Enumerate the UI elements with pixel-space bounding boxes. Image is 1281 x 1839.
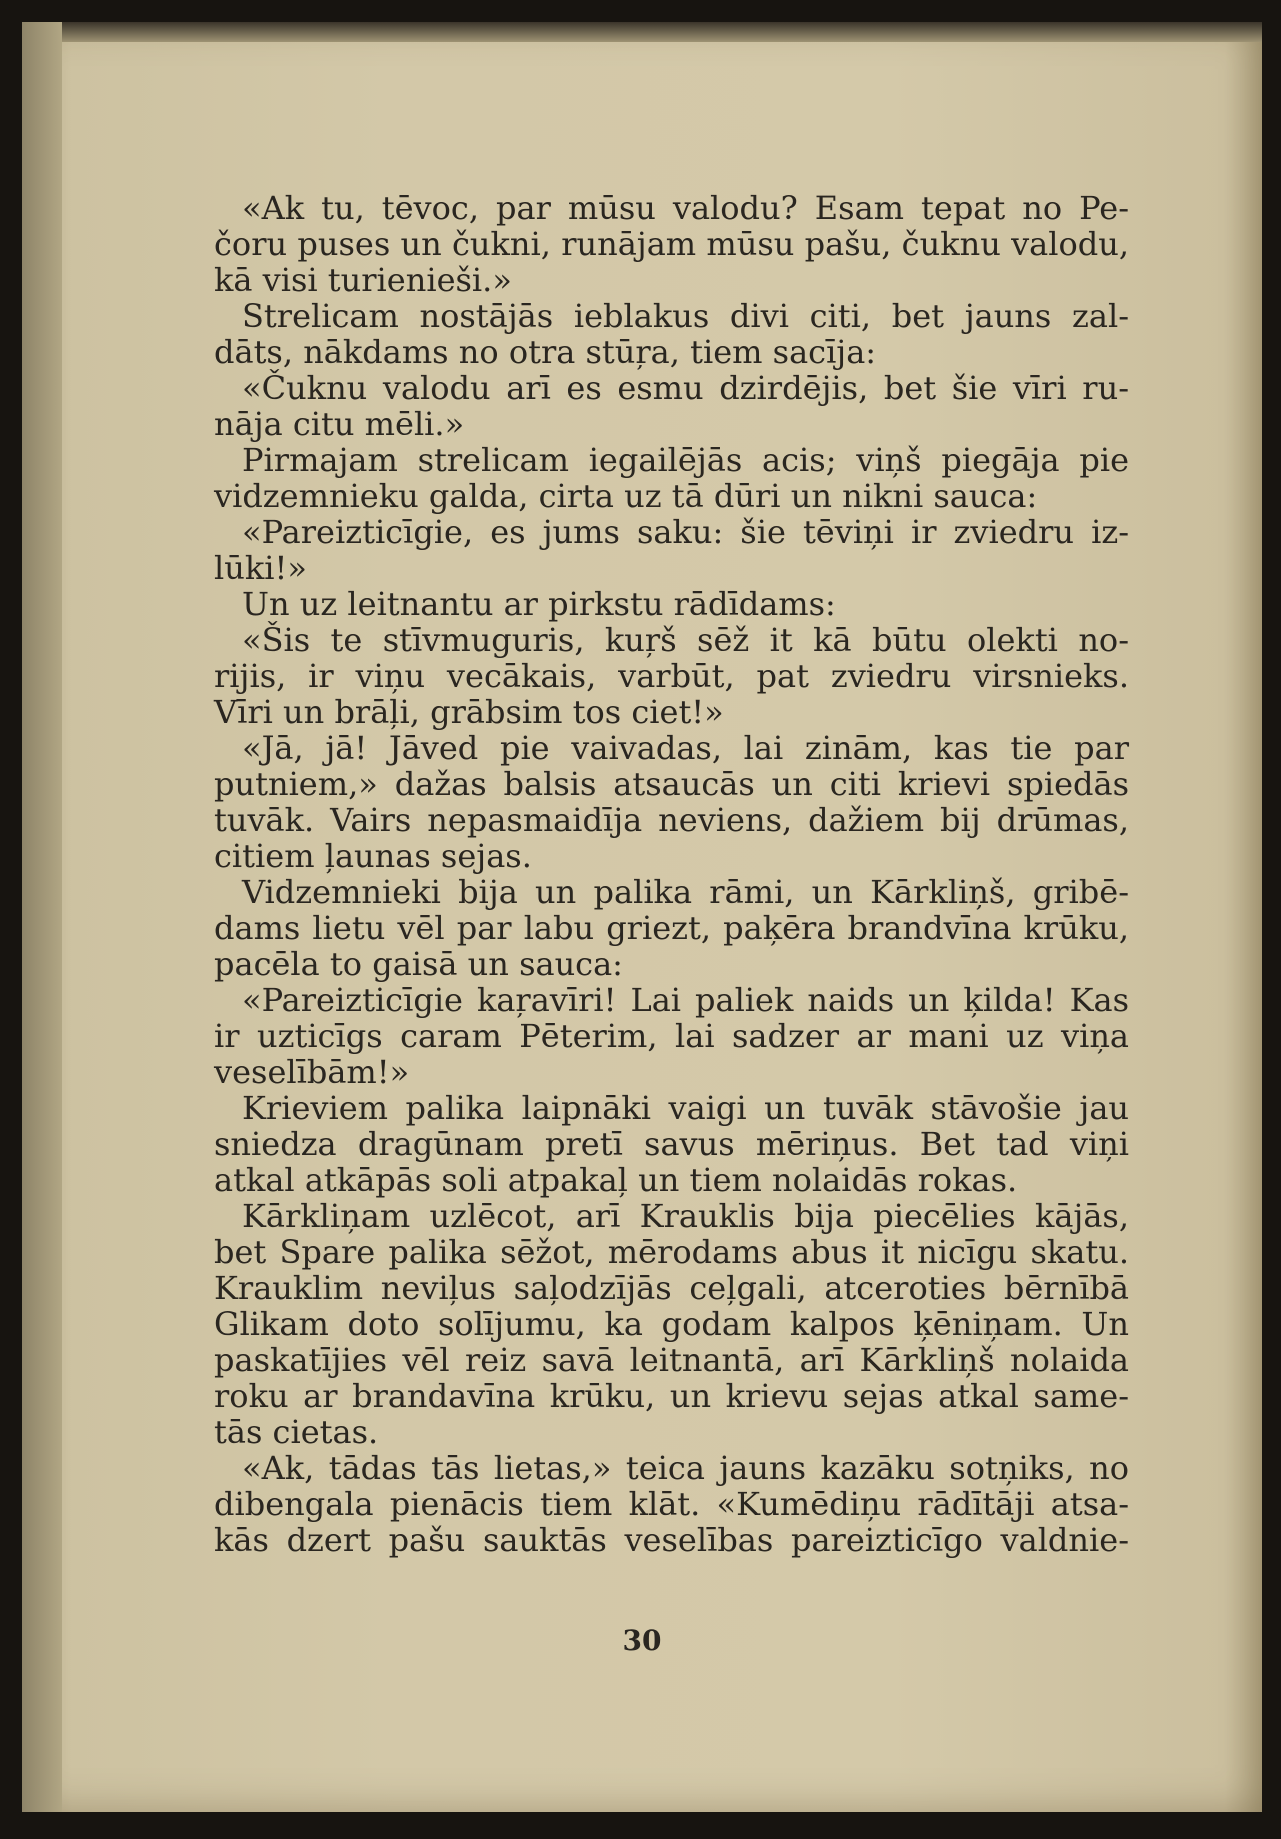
text-line: Krauklim neviļus saļodzījās ceļgali, atceroties bērnībā (214, 1269, 1129, 1307)
text-line: atkal atkāpās soli atpakaļ un tiem nolaidās rokas. (214, 1161, 1018, 1199)
text-line: bet Spare palika sēžot, mērodams abus it nicīgu skatu. (214, 1233, 1129, 1271)
text-line: vidzemnieku galda, cirta uz tā dūri un nikni sauca: (214, 477, 1038, 515)
text-line: putniem,» dažas balsis atsaucās un citi krievi spiedās (214, 765, 1129, 803)
text-line: Strelicam nostājās ieblakus divi citi, bet jauns zal- (242, 297, 1129, 335)
text-line: «Čuknu valodu arī es esmu dzirdējis, bet šie vīri ru- (242, 369, 1129, 407)
book-page (22, 22, 1262, 1812)
text-line: rijis, ir viņu vecākais, varbūt, pat zviedru virsnieks. (214, 657, 1129, 695)
text-line: Krieviem palika laipnāki vaigi un tuvāk stāvošie jau (242, 1089, 1129, 1127)
text-line: Vidzemnieki bija un palika rāmi, un Kārkliņš, gribē- (242, 873, 1129, 911)
book-spine-shadow (22, 22, 62, 1812)
text-line: Vīri un brāļi, grābsim tos ciet!» (214, 693, 724, 731)
text-line: «Šis te stīvmuguris, kuŗš sēž it kā būtu olekti no- (242, 621, 1129, 659)
text-line: roku ar brandavīna krūku, un krievu sejas atkal same- (214, 1377, 1129, 1415)
text-line: Kārkliņam uzlēcot, arī Krauklis bija piecēlies kājās, (242, 1197, 1129, 1235)
text-line: dāts, nākdams no otra stūŗa, tiem sacīja: (214, 333, 877, 371)
text-line: Pirmajam strelicam iegailējās acis; viņš piegāja pie (242, 441, 1129, 479)
text-line: lūki!» (214, 549, 307, 587)
text-line: dibengala pienācis tiem klāt. «Kumēdiņu rādītāji atsa- (214, 1485, 1129, 1523)
text-line: sniedza dragūnam pretī savus mēriņus. Bet tad viņi (214, 1125, 1129, 1163)
text-line: tās cietas. (214, 1413, 379, 1451)
text-line: kā visi turienieši.» (214, 261, 512, 299)
text-line: ir uzticīgs caram Pēterim, lai sadzer ar mani uz viņa (214, 1017, 1129, 1055)
text-line: pacēla to gaisā un sauca: (214, 945, 623, 983)
text-line: tuvāk. Vairs nepasmaidīja neviens, dažiem bij drūmas, (214, 801, 1129, 839)
page-number: 30 (622, 1624, 662, 1657)
text-line: «Pareizticīgie kaŗavīri! Lai paliek naids un ķilda! Kas (242, 981, 1129, 1019)
text-line: čoru puses un čukni, runājam mūsu pašu, čuknu valodu, (214, 225, 1129, 263)
text-line: «Ak tu, tēvoc, par mūsu valodu? Esam tepat no Pe- (242, 189, 1129, 227)
text-line: kās dzert pašu sauktās veselības pareizticīgo valdnie- (214, 1521, 1129, 1559)
text-line: paskatījies vēl reiz savā leitnantā, arī Kārkliņš nolaida (214, 1341, 1129, 1379)
text-line: veselībām!» (214, 1053, 410, 1091)
text-line: Glikam doto solījumu, ka godam kalpos ķēniņam. Un (214, 1305, 1129, 1343)
text-line: «Jā, jā! Jāved pie vaivadas, lai zinām, kas tie par (242, 729, 1129, 767)
text-line: Un uz leitnantu ar pirkstu rādīdams: (242, 585, 836, 623)
page-top-edge (22, 22, 1262, 42)
text-line: nāja citu mēli.» (214, 405, 465, 443)
body-text (214, 190, 1129, 1558)
text-line: «Ak, tādas tās lietas,» teica jauns kazāku sotņiks, no (242, 1449, 1129, 1487)
text-line: citiem ļaunas sejas. (214, 837, 532, 875)
text-line: dams lietu vēl par labu griezt, paķēra brandvīna krūku, (214, 909, 1129, 947)
text-line: «Pareizticīgie, es jums saku: šie tēviņi ir zviedru iz- (242, 513, 1129, 551)
